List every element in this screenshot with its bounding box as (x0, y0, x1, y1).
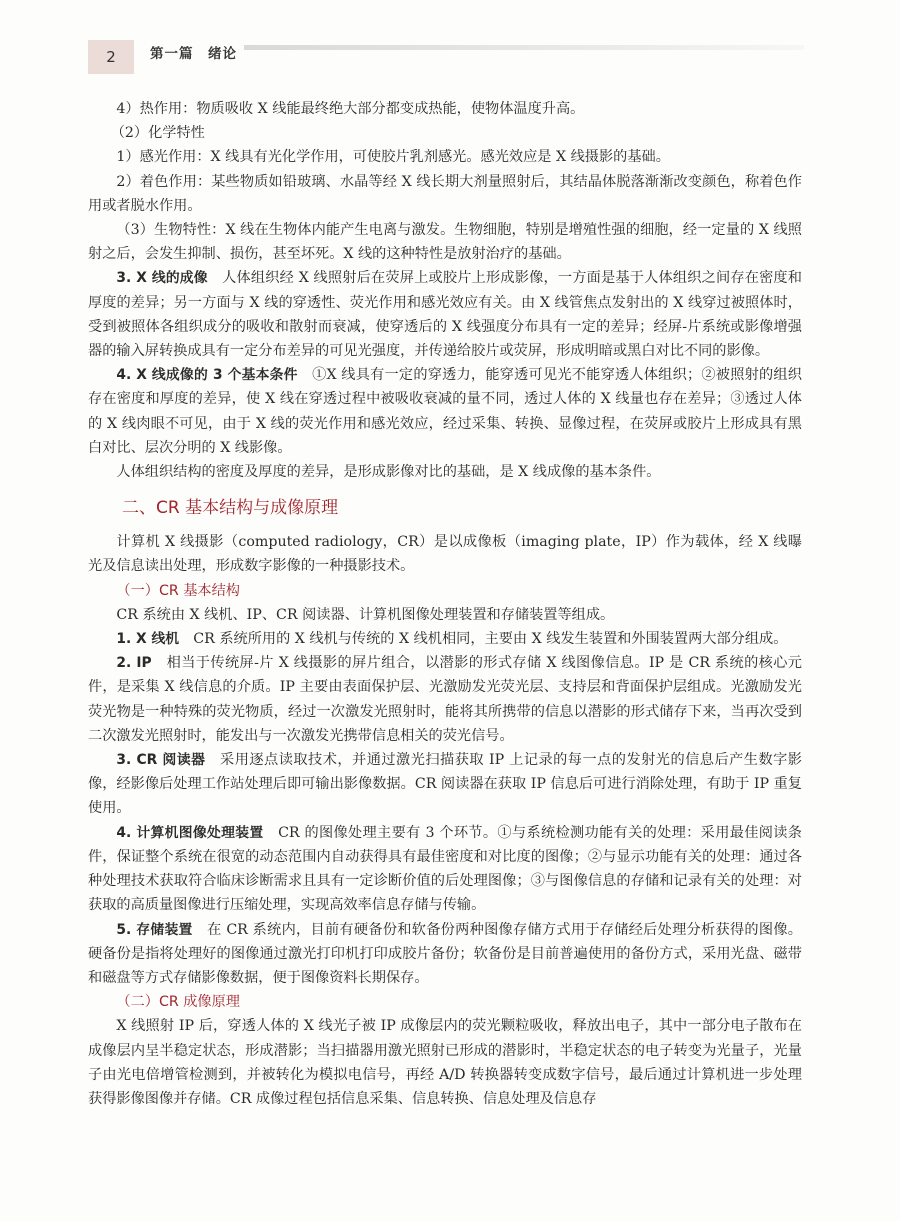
paragraph-xray-machine (88, 627, 802, 651)
paragraph-cr-intro: 计算机 X 线摄影（computed radiology，CR）是以成像板（imaging plate，IP）作为载体，经 X 线曝光及信息读出处理，形成数字影像的一种摄影技术。 (88, 534, 802, 575)
subsection-heading-principle: （二）CR 成像原理 (116, 994, 240, 1011)
text-storage: 在 CR 系统内，目前有硬备份和软备份两种图像存储方式用于存储经后处理分析获得的图像。硬备份是指将处理好的图像通过激光打印机打印成胶片备份；软备份是目前普遍使用的备份方式，采用光盘、磁带和磁盘等方式存储影像数据，便于图像资料长期保存。 (88, 921, 802, 986)
term-cr-reader: 3. CR 阅读器 (116, 752, 206, 769)
paragraph-xray-imaging (88, 266, 802, 363)
section-heading-cr: 二、CR 基本结构与成像原理 (122, 498, 339, 519)
text-xray-imaging: 人体组织经 X 线照射后在荧屏上或胶片上形成影像，一方面是基于人体组织之间存在密度和厚度的差异；另一方面与 X 线的穿透性、荧光作用和感光效应有关。由 X 线管焦点发射出的 X 线穿过被照体时，受到被照体各组织成分的吸收和散射而衰减，使穿透后的 X 线强度分布具有一定的差异；经屏-片系统或影像增强器的输入屏转换成具有一定分布差异的可见光强度，并传递给胶片或荧屏，形成明暗或黑白对比不同的影像。 (88, 270, 802, 360)
term-xray-imaging: 3. X 线的成像 (116, 270, 208, 287)
term-storage: 5. 存储装置 (116, 921, 193, 938)
paragraph-ip (88, 651, 802, 748)
text-basic-conditions: ①X 线具有一定的穿透力，能穿透可见光不能穿透人体组织；②被照射的组织存在密度和厚度的差异，使 X 线在穿透过程中被吸收衰减的量不同，透过人体的 X 线量也存在差异；③透过人体的 X 线肉眼不可见，由于 X 线的荧光作用和感光效应，经过采集、转换、显像过程，在荧屏或胶片上形成具有黑白对比、层次分明的 X 线影像。 (88, 367, 802, 456)
paragraph-heat-effect: 4）热作用：物质吸收 X 线能最终绝大部分都变成热能，使物体温度升高。 (116, 101, 585, 117)
header-divider (244, 45, 804, 50)
page-body (88, 97, 802, 1111)
subsection-heading-structure: （一）CR 基本结构 (116, 582, 240, 599)
term-ip: 2. IP (116, 655, 152, 672)
paragraph-basic-conditions (88, 363, 802, 460)
chapter-title: 第一篇 绪论 (150, 46, 237, 62)
paragraph-coloring: 2）着色作用：某些物质如铅玻璃、水晶等经 X 线长期大剂量照射后，其结晶体脱落渐渐改变颜色，称着色作用或者脱水作用。 (88, 173, 802, 214)
text-xray-machine: CR 系统所用的 X 线机与传统的 X 线机相同，主要由 X 线发生装置和外围装置两大部分组成。 (179, 631, 788, 648)
text-image-processor: CR 的图像处理主要有 3 个环节。①与系统检测功能有关的处理：采用最佳阅读条件，保证整个系统在很宽的动态范围内自动获得具有最佳密度和对比度的图像；②与显示功能有关的处理：通过各种处理技术获取符合临床诊断需求且具有一定诊断价值的后处理图像；③与图像信息的存储和记录有关的处理：对获取的高质量图像进行压缩处理，实现高效率信息存储与传输。 (88, 824, 802, 914)
paragraph-cr-components: CR 系统由 X 线机、IP、CR 阅读器、计算机图像处理装置和存储装置等组成。 (116, 606, 615, 623)
text-ip: 相当于传统屏-片 X 线摄影的屏片组合，以潜影的形式存储 X 线图像信息。IP 是 CR 系统的核心元件，是采集 X 线信息的介质。IP 主要由表面保护层、光激励发光荧光层、支持层和背面保护层组成。光激励发光荧光物是一种特殊的荧光物质，经过一次激发光照射时，能将其所携带的信息以潜影的形式储存下来，当再次受到二次激发光照射时，能发出与一次激发光携带信息相关的荧光信号。 (88, 655, 802, 744)
paragraph-storage (88, 918, 802, 991)
paragraph-cr-reader (88, 748, 802, 821)
page-number: 2 (88, 40, 134, 74)
paragraph-photosensitive: 1）感光作用：X 线具有光化学作用，可使胶片乳剂感光。感光效应是 X 线摄影的基础。 (116, 149, 670, 166)
paragraph-biological: （3）生物特性：X 线在生物体内能产生电离与激发。生物细胞，特别是增殖性强的细胞，经一定量的 X 线照射之后，会发生抑制、损伤，甚至坏死。X 线的这种特性是放射治疗的基础。 (88, 222, 802, 263)
paragraph-image-processor (88, 821, 802, 918)
term-basic-conditions: 4. X 线成像的 3 个基本条件 (116, 367, 298, 384)
term-image-processor: 4. 计算机图像处理装置 (116, 824, 264, 841)
paragraph-cr-principle: X 线照射 IP 后，穿透人体的 X 线光子被 IP 成像层内的荧光颗粒吸收，释放出电子，其中一部分电子散布在成像层内呈半稳定状态，形成潜影；当扫描器用激光照射已形成的潜影时，半稳定状态的电子转变为光量子，光量子由光电倍增管检测到，并被转化为模拟电信号，再经 A/D 转换器转变成数字信号，最后通过计算机进一步处理获得影像图像并存储。CR 成像过程包括信息采集、信息转换、信息处理及信息存 (88, 1018, 802, 1107)
subheading-chemical: （2）化学特性 (110, 125, 205, 142)
term-xray-machine: 1. X 线机 (116, 631, 180, 648)
page-header (0, 0, 900, 80)
paragraph-density-difference: 人体组织结构的密度及厚度的差异，是形成影像对比的基础，是 X 线成像的基本条件。 (116, 464, 661, 481)
text-cr-reader: 采用逐点读取技术，并通过激光扫描获取 IP 上记录的每一点的发射光的信息后产生数字影像，经影像后处理工作站处理后即可输出影像数据。CR 阅读器在获取 IP 信息后可进行消除处理，有助于 IP 重复使用。 (88, 752, 802, 817)
